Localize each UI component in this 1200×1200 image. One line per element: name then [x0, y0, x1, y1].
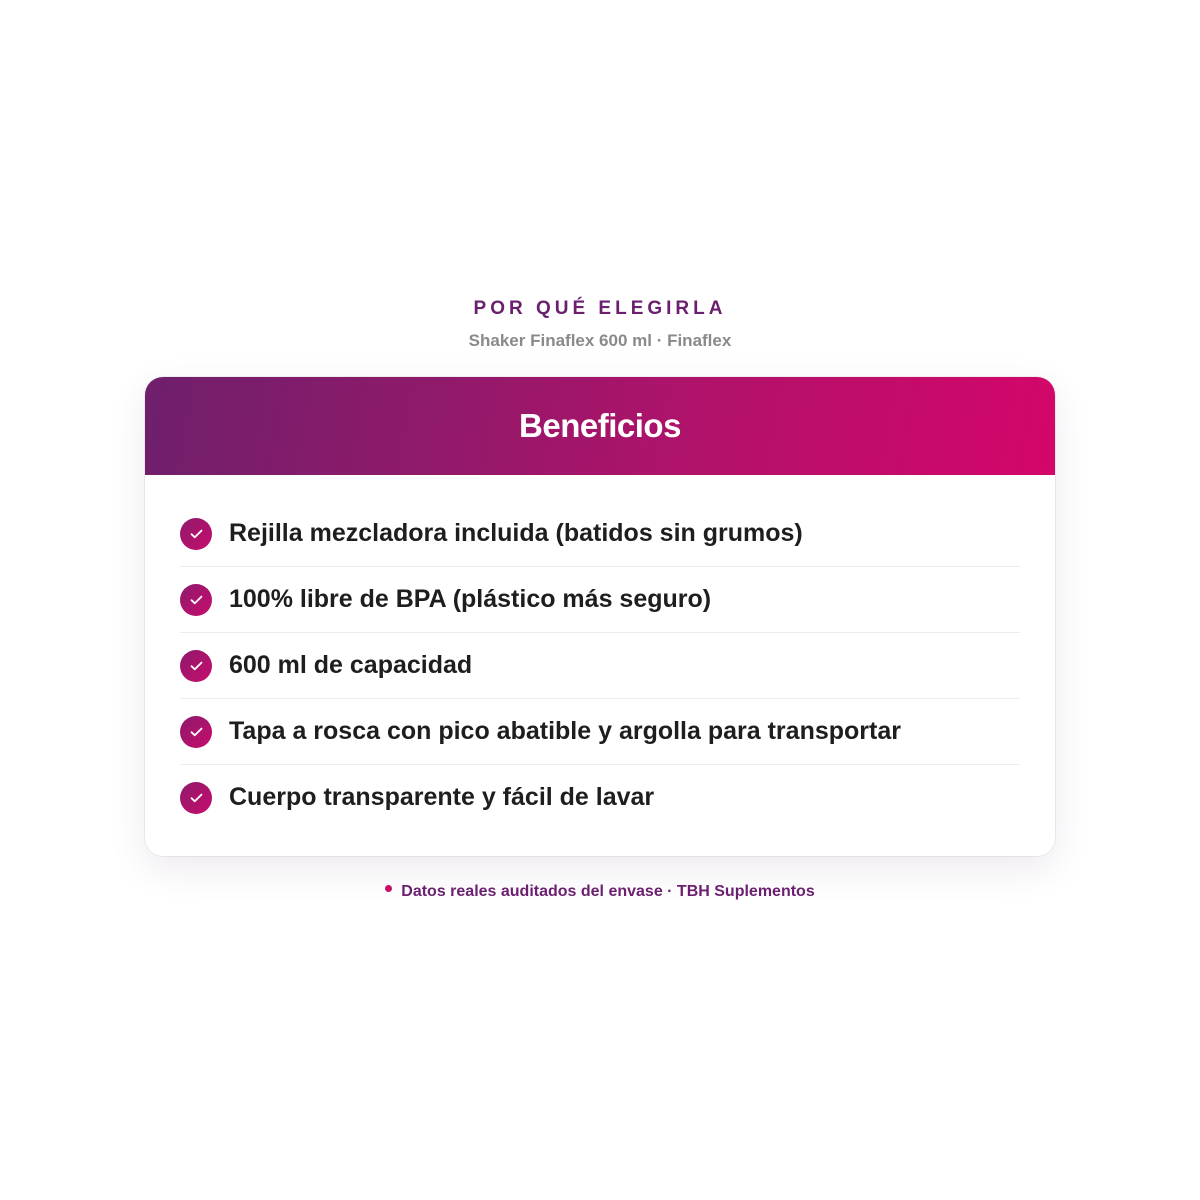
- check-icon: [180, 518, 212, 550]
- check-icon: [180, 650, 212, 682]
- benefit-item: [180, 567, 1020, 633]
- benefit-text: 600 ml de capacidad: [229, 651, 473, 679]
- footnote: [0, 883, 1200, 901]
- check-icon: [180, 584, 212, 616]
- benefits-card: [145, 377, 1055, 856]
- benefit-item: [180, 699, 1020, 765]
- benefit-text: 100% libre de BPA (plástico más seguro): [229, 585, 712, 613]
- benefit-text: Cuerpo transparente y fácil de lavar: [229, 783, 655, 811]
- benefit-item: [180, 765, 1020, 830]
- benefit-text: Rejilla mezcladora incluida (batidos sin grumos): [229, 519, 803, 547]
- benefit-text: Tapa a rosca con pico abatible y argolla para transportar: [229, 717, 901, 745]
- section-eyebrow: POR QUÉ ELEGIRLA: [473, 298, 727, 319]
- product-subtitle: Shaker Finaflex 600 ml · Finaflex: [468, 331, 732, 350]
- check-icon: [180, 782, 212, 814]
- benefits-card-header: [145, 377, 1055, 475]
- benefit-item: [180, 501, 1020, 567]
- bullet-dot-icon: [385, 885, 392, 892]
- check-icon: [180, 716, 212, 748]
- footnote-text: Datos reales auditados del envase · TBH Suplementos: [401, 883, 815, 900]
- benefit-list: [145, 475, 1055, 830]
- benefits-card-title: Beneficios: [519, 407, 681, 444]
- benefit-item: [180, 633, 1020, 699]
